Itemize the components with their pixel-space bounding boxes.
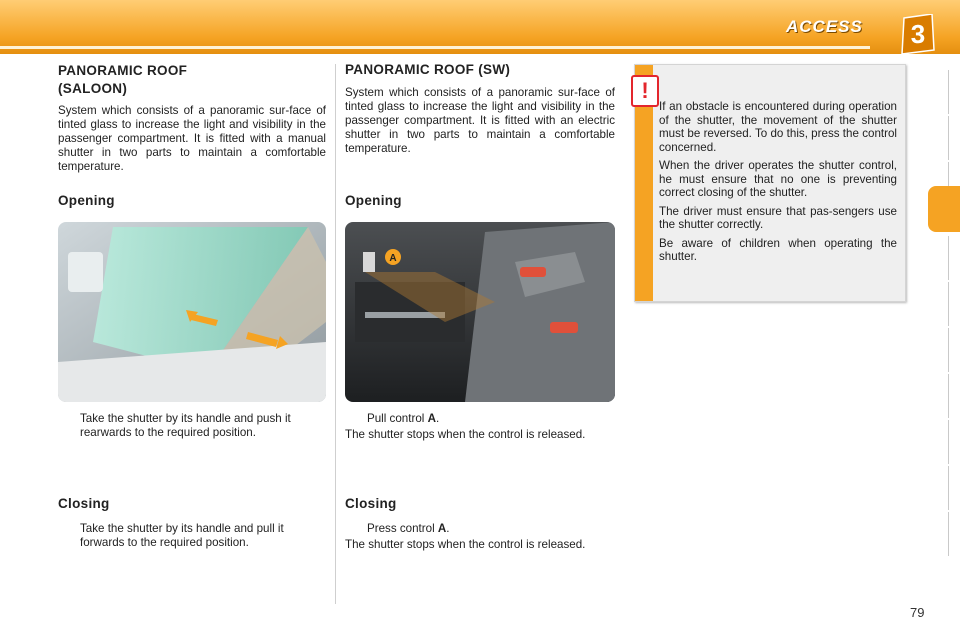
left-opening-bullet [58,412,326,440]
right-closing-text [345,522,615,536]
sw-console-photo [345,222,615,402]
sw-console-illustration [345,222,615,402]
warning-paragraph: If an obstacle is encountered during operation of the shutter, the movement of the shutter must be reversed. To do this, press the control concerned. [659,100,897,154]
chapter-tab[interactable] [928,116,949,160]
left-opening-text: Take the shutter by its handle and push it rearwards to the required position. [80,412,291,439]
chapter-tab[interactable] [928,70,949,114]
right-opening-heading: Opening [345,193,402,208]
left-title-line1: PANORAMIC ROOF [58,63,188,78]
saloon-roof-photo [58,222,326,402]
warning-paragraph: When the driver operates the shutter control, he must ensure that no one is preventing correct closing of the shutter. [659,159,897,199]
left-title-line2: (SALOON) [58,81,128,96]
warning-paragraph: Be aware of children when operating the shutter. [659,236,897,263]
chapter-tab[interactable] [928,282,949,326]
warning-text [659,100,897,269]
chapter-tabs [928,70,960,576]
chapter-tab[interactable] [928,374,949,418]
right-opening-prefix: Pull control [367,412,428,425]
warning-paragraph: The driver must ensure that pas-sengers use the shutter correctly. [659,204,897,231]
chapter-tab[interactable] [928,328,949,372]
left-closing-bullet [58,522,326,550]
chapter-badge [900,14,936,54]
right-closing-heading: Closing [345,496,397,511]
right-closing-bullet [345,522,615,536]
chapter-tab[interactable] [928,466,949,510]
saloon-roof-illustration [58,222,326,402]
left-title [58,62,187,98]
header-rule [0,46,870,49]
right-closing-note: The shutter stops when the control is released. [345,538,586,551]
right-opening-text [345,412,615,426]
left-closing-heading: Closing [58,496,110,511]
chapter-tab-active[interactable] [928,186,960,232]
right-closing-prefix: Press control [367,522,438,535]
control-a-label: A [389,253,397,264]
page-number: 79 [910,605,925,620]
right-opening-suffix: . [435,412,440,425]
right-opening-control: A [427,412,436,425]
column-divider [335,64,336,604]
section-title: ACCESS [786,17,863,36]
chapter-tab[interactable] [928,420,949,464]
chapter-tab[interactable] [928,236,949,280]
left-closing-text: Take the shutter by its handle and pull it forwards to the required position. [80,522,284,549]
right-closing-control: A [437,522,447,535]
right-closing-suffix: . [446,522,450,535]
chapter-tab[interactable] [928,512,949,556]
right-opening-bullet [345,412,615,426]
warning-box [634,64,906,302]
left-opening-heading: Opening [58,193,115,208]
right-title: PANORAMIC ROOF (SW) [345,62,511,77]
left-intro: System which consists of a panoramic sur-face of tinted glass to increase the light and visibility in the passenger compartment. It is fitted with a manual shutter in two parts to maintain a comfortable temperature. [58,104,326,173]
right-intro: System which consists of a panoramic sur-face of tinted glass to increase the light and visibility in the passenger compartment. It is fitted with an electric shutter in two parts to maintain a comfortable temperature. [345,86,615,155]
right-opening-note: The shutter stops when the control is released. [345,428,586,441]
warning-icon: ! [631,75,659,107]
chapter-number: 3 [910,19,926,49]
